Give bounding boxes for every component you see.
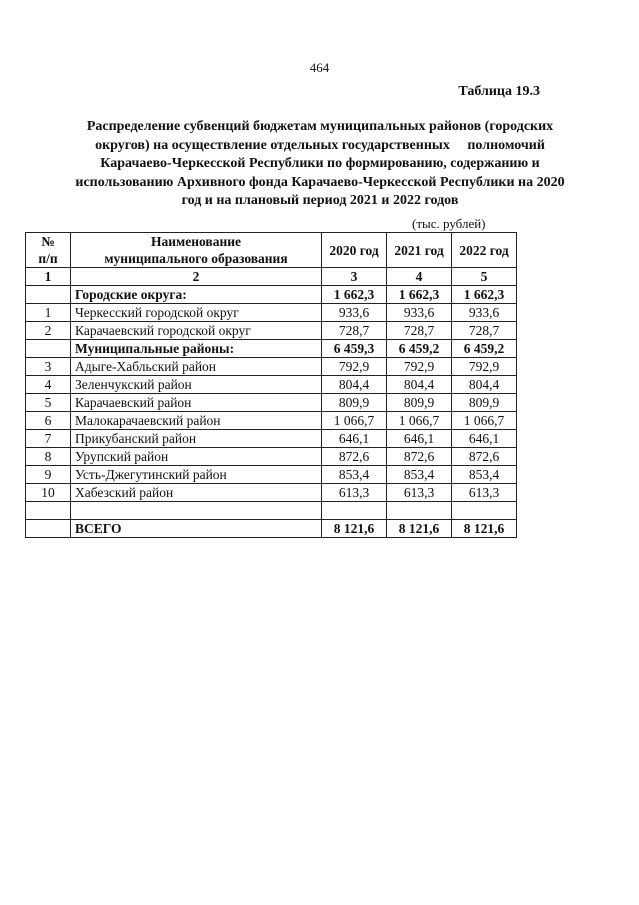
row-name-cell: Муниципальные районы: bbox=[71, 340, 322, 358]
page-number: 464 bbox=[309, 60, 330, 75]
table-header-row bbox=[26, 233, 517, 268]
value-2020-cell: 6 459,3 bbox=[322, 340, 387, 358]
row-name-cell: Прикубанский район bbox=[71, 430, 322, 448]
title-line: год и на плановый период 2021 и 2022 годов bbox=[181, 193, 459, 208]
table-row bbox=[26, 430, 517, 448]
row-number-cell: 5 bbox=[26, 394, 71, 412]
value-2021-cell: 872,6 bbox=[387, 448, 452, 466]
title-line: Карачаево-Черкесской Республики по формированию, содержанию и bbox=[100, 156, 540, 171]
table-row bbox=[26, 520, 517, 538]
value-2020-cell: 872,6 bbox=[322, 448, 387, 466]
value-2021-cell: 728,7 bbox=[387, 322, 452, 340]
subvention-table bbox=[25, 232, 517, 538]
row-number-cell: 4 bbox=[26, 376, 71, 394]
row-number-cell: 3 bbox=[26, 358, 71, 376]
row-name-cell: Адыге-Хабльский район bbox=[71, 358, 322, 376]
value-2021-cell: 8 121,6 bbox=[387, 520, 452, 538]
table-row bbox=[26, 412, 517, 430]
value-2021-cell: 804,4 bbox=[387, 376, 452, 394]
value-2020-cell: 8 121,6 bbox=[322, 520, 387, 538]
value-2020-cell: 1 662,3 bbox=[322, 286, 387, 304]
value-2022-cell: 1 662,3 bbox=[452, 286, 517, 304]
row-name-cell: Карачаевский городской округ bbox=[71, 322, 322, 340]
value-2022-cell: 933,6 bbox=[452, 304, 517, 322]
value-2021-cell: 646,1 bbox=[387, 430, 452, 448]
header-2022: 2022 год bbox=[452, 233, 517, 268]
value-2022-cell: 613,3 bbox=[452, 484, 517, 502]
row-number-cell: 1 bbox=[26, 304, 71, 322]
document-title bbox=[30, 118, 610, 211]
table-row bbox=[26, 466, 517, 484]
value-2020-cell: 792,9 bbox=[322, 358, 387, 376]
row-name-cell: Малокарачаевский район bbox=[71, 412, 322, 430]
value-2020-cell: 646,1 bbox=[322, 430, 387, 448]
row-name-cell: Черкесский городской округ bbox=[71, 304, 322, 322]
value-2021-cell bbox=[387, 502, 452, 520]
row-number-cell bbox=[26, 520, 71, 538]
column-index: 3 bbox=[322, 268, 387, 286]
table-row bbox=[26, 502, 517, 520]
value-2022-cell: 646,1 bbox=[452, 430, 517, 448]
table-row bbox=[26, 358, 517, 376]
value-2020-cell: 728,7 bbox=[322, 322, 387, 340]
table-row bbox=[26, 376, 517, 394]
value-2022-cell: 853,4 bbox=[452, 466, 517, 484]
table-row bbox=[26, 286, 517, 304]
value-2022-cell: 728,7 bbox=[452, 322, 517, 340]
value-2020-cell: 1 066,7 bbox=[322, 412, 387, 430]
value-2020-cell: 809,9 bbox=[322, 394, 387, 412]
value-2021-cell: 613,3 bbox=[387, 484, 452, 502]
value-2020-cell: 933,6 bbox=[322, 304, 387, 322]
value-2022-cell: 6 459,2 bbox=[452, 340, 517, 358]
value-2022-cell: 872,6 bbox=[452, 448, 517, 466]
value-2021-cell: 933,6 bbox=[387, 304, 452, 322]
title-line: Распределение субвенций бюджетам муниципальных районов (городских bbox=[86, 119, 554, 134]
title-line: округов) на осуществление отдельных государственных полномочий bbox=[95, 137, 545, 153]
value-2021-cell: 1 662,3 bbox=[387, 286, 452, 304]
column-index: 5 bbox=[452, 268, 517, 286]
value-2020-cell: 613,3 bbox=[322, 484, 387, 502]
value-2020-cell bbox=[322, 502, 387, 520]
row-name-cell: Карачаевский район bbox=[71, 394, 322, 412]
row-name-cell: Зеленчукский район bbox=[71, 376, 322, 394]
column-index: 1 bbox=[26, 268, 71, 286]
row-number-cell bbox=[26, 340, 71, 358]
row-name-cell bbox=[71, 502, 322, 520]
row-number-cell: 8 bbox=[26, 448, 71, 466]
row-number-cell: 6 bbox=[26, 412, 71, 430]
table-row bbox=[26, 394, 517, 412]
value-2021-cell: 853,4 bbox=[387, 466, 452, 484]
header-2021: 2021 год bbox=[387, 233, 452, 268]
row-number-cell bbox=[26, 502, 71, 520]
row-name-cell: Хабезский район bbox=[71, 484, 322, 502]
table-row bbox=[26, 304, 517, 322]
value-2021-cell: 809,9 bbox=[387, 394, 452, 412]
value-2022-cell: 1 066,7 bbox=[452, 412, 517, 430]
value-2022-cell: 804,4 bbox=[452, 376, 517, 394]
table-row bbox=[26, 484, 517, 502]
table-body bbox=[26, 286, 517, 538]
value-2022-cell: 8 121,6 bbox=[452, 520, 517, 538]
value-2022-cell: 809,9 bbox=[452, 394, 517, 412]
value-2020-cell: 853,4 bbox=[322, 466, 387, 484]
value-2022-cell: 792,9 bbox=[452, 358, 517, 376]
value-2021-cell: 792,9 bbox=[387, 358, 452, 376]
header-num: № п/п bbox=[26, 233, 71, 268]
table-row bbox=[26, 322, 517, 340]
row-name-cell: Урупский район bbox=[71, 448, 322, 466]
value-2021-cell: 6 459,2 bbox=[387, 340, 452, 358]
row-name-cell: Усть-Джегутинский район bbox=[71, 466, 322, 484]
units-label: (тыс. рублей) bbox=[412, 216, 486, 231]
title-line: использованию Архивного фонда Карачаево-Черкесской Республики на 2020 bbox=[75, 174, 565, 190]
table-row bbox=[26, 448, 517, 466]
row-number-cell: 7 bbox=[26, 430, 71, 448]
value-2022-cell bbox=[452, 502, 517, 520]
row-number-cell: 10 bbox=[26, 484, 71, 502]
value-2020-cell: 804,4 bbox=[322, 376, 387, 394]
row-name-cell: ВСЕГО bbox=[71, 520, 322, 538]
column-index: 4 bbox=[387, 268, 452, 286]
header-2020: 2020 год bbox=[322, 233, 387, 268]
row-name-cell: Городские округа: bbox=[71, 286, 322, 304]
column-index-row bbox=[26, 268, 517, 286]
row-number-cell: 2 bbox=[26, 322, 71, 340]
table-row bbox=[26, 340, 517, 358]
table-label: Таблица 19.3 bbox=[458, 84, 540, 99]
row-number-cell: 9 bbox=[26, 466, 71, 484]
header-name: Наименование муниципального образования bbox=[71, 233, 322, 268]
column-index: 2 bbox=[71, 268, 322, 286]
value-2021-cell: 1 066,7 bbox=[387, 412, 452, 430]
row-number-cell bbox=[26, 286, 71, 304]
